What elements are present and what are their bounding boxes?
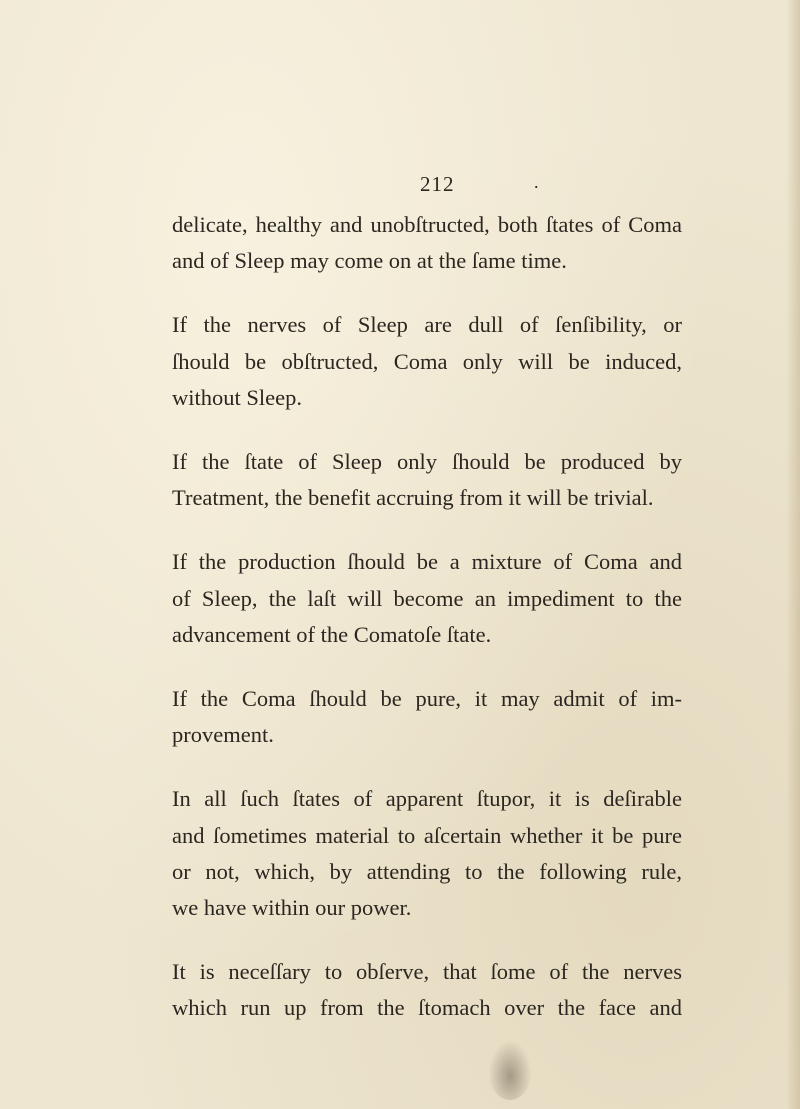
text-line: of Sleep, the laſt will become an impediment to the [172,585,682,611]
text-line: we have within our power. [172,895,412,921]
ink-smudge [488,1040,532,1100]
text-line: If the Coma ſhould be pure, it may admit of im- [172,686,682,712]
paragraph [172,444,682,516]
paragraph [172,954,682,1026]
text-line: If the ſtate of Sleep only ſhould be produced by [172,449,682,475]
text-line: provement. [172,722,274,748]
paragraph [172,681,682,753]
text-line: and ſometimes material to aſcertain whether it be pure [172,822,682,848]
text-line: If the nerves of Sleep are dull of ſenſibility, or [172,312,682,338]
text-line: If the production ſhould be a mixture of Coma and [172,549,682,575]
paragraph [172,544,682,653]
text-line: which run up from the ſtomach over the face and [172,995,682,1021]
page-mark: . [534,172,539,192]
paragraph [172,307,682,416]
text-line: It is neceſſary to obſerve, that ſome of the nerves [172,959,682,985]
text-line: delicate, healthy and unobſtructed, both ſtates of Coma [172,212,682,237]
body-text [172,207,682,1055]
page-edge-shadow [786,0,800,1109]
text-line: advancement of the Comatoſe ſtate. [172,621,492,647]
text-line: ſhould be obſtructed, Coma only will be induced, [172,348,682,374]
text-line: without Sleep. [172,384,302,410]
text-line: In all ſuch ſtates of apparent ſtupor, it is deſirable [172,786,682,812]
text-line: Treatment, the benefit accruing from it will be trivial. [172,485,654,511]
paragraph [172,207,682,279]
text-line: or not, which, by attending to the following rule, [172,858,682,884]
text-line: and of Sleep may come on at the ſame time. [172,248,567,274]
paragraph [172,781,682,926]
page-number: 212 [420,172,455,196]
